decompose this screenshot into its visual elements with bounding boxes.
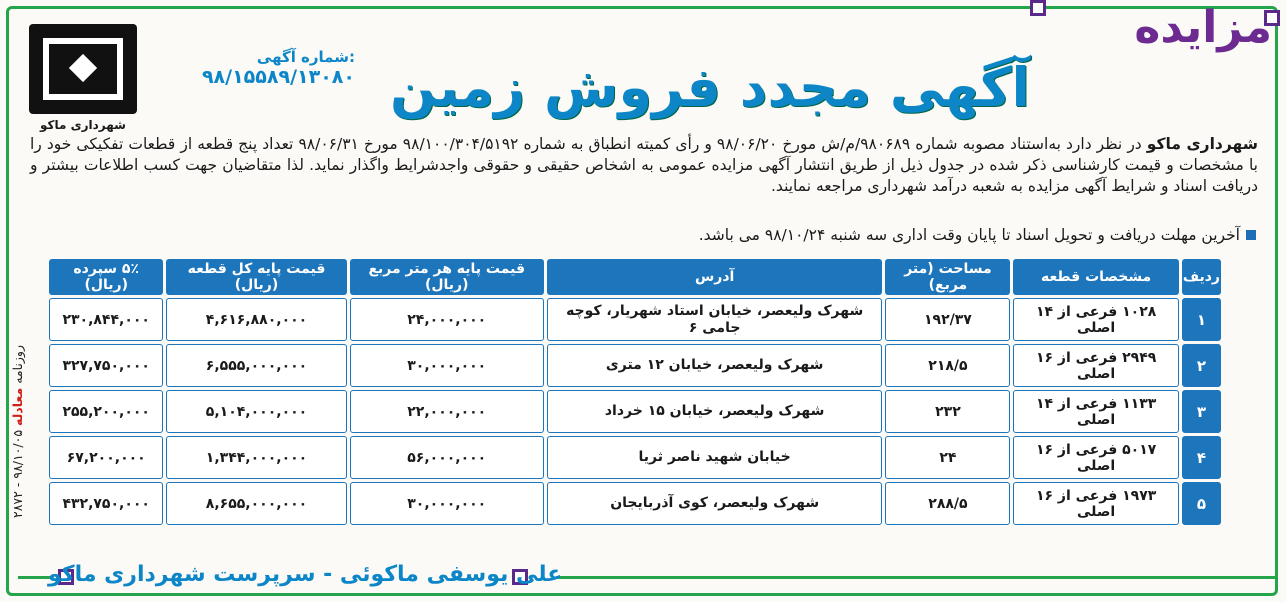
lot-address: شهرک ولیعصر، کوی آذربایجان [547,482,883,525]
deposit: ۶۷,۲۰۰,۰۰۰ [49,436,163,479]
footer-rule [556,576,1276,579]
lot-area: ۲۴ [885,436,1010,479]
frame-corner-square [1030,0,1046,16]
lot-area: ۲۸۸/۵ [885,482,1010,525]
total-price: ۸,۶۵۵,۰۰۰,۰۰۰ [166,482,346,525]
table-row [49,298,1221,341]
deposit: ۴۳۲,۷۵۰,۰۰۰ [49,482,163,525]
lot-address: شهرک ولیعصر، خیابان استاد شهریار، کوچه جامی ۶ [547,298,883,341]
newspaper-label: روزنامه [10,345,25,385]
lot-spec: ۵۰۱۷ فرعی از ۱۶ اصلی [1013,436,1178,479]
ad-number-block [170,48,355,88]
ad-number-label: شماره آگهی: [256,48,355,66]
lot-spec: ۱۰۲۸ فرعی از ۱۴ اصلی [1013,298,1178,341]
total-price: ۵,۱۰۴,۰۰۰,۰۰۰ [166,390,346,433]
lots-table [46,256,1224,528]
row-number: ۲ [1182,344,1221,387]
municipality-logo [22,24,144,132]
auction-banner: مزایده [1134,2,1272,53]
lot-area: ۱۹۲/۳۷ [885,298,1010,341]
logo-icon [29,24,137,114]
column-header: قیمت پایه هر متر مربع (ریال) [350,259,544,295]
newspaper-sidebar [10,292,30,572]
lot-spec: ۱۹۷۳ فرعی از ۱۶ اصلی [1013,482,1178,525]
table-row [49,344,1221,387]
unit-price: ۲۲,۰۰۰,۰۰۰ [350,390,544,433]
unit-price: ۵۶,۰۰۰,۰۰۰ [350,436,544,479]
newspaper-issue: ۹۸/۱۰/۰۵ - ۲۸۷۲ [10,430,25,519]
lot-spec: ۱۱۳۳ فرعی از ۱۴ اصلی [1013,390,1178,433]
table-row [49,436,1221,479]
lot-spec: ۲۹۴۹ فرعی از ۱۶ اصلی [1013,344,1178,387]
column-header: مساحت (متر مربع) [885,259,1010,295]
column-header: قیمت پایه کل قطعه (ریال) [166,259,346,295]
row-number: ۳ [1182,390,1221,433]
square-bullet-icon [1246,230,1256,240]
intro-text: در نظر دارد به‌استناد مصوبه شماره ۹۸۰۶۸۹/م/ش مورخ ۹۸/۰۶/۲۰ و رأی کمیته انطباق به شماره ۹۸/۱۰۰/۳۰۴/۵۱۹۲ مورخ ۹۸/۰۶/۳۱ تعداد پنج قطعه از قطعات تفکیکی خود را با مشخصات و قیمت کارشناسی ذکر شده در جدول ذیل از طریق انتشار آگهی مزایده عمومی به اشخاص حقیقی و حقوقی واجدشرایط واگذار نماید. لذا متقاضیان جهت کسب اطلاعات بیشتر و دریافت اسناد و شرایط آگهی مزایده به شعبه درآمد شهرداری مراجعه نمایند. [30,135,1258,195]
signature: علی یوسفی ماکوئی - سرپرست شهرداری ماکو [48,562,563,587]
unit-price: ۳۰,۰۰۰,۰۰۰ [350,482,544,525]
unit-price: ۲۴,۰۰۰,۰۰۰ [350,298,544,341]
row-number: ۱ [1182,298,1221,341]
table-row [49,482,1221,525]
page-title: آگهی مجدد فروش زمین [390,56,1031,119]
newspaper-name: معادله [10,388,25,427]
table-header-row [49,259,1221,295]
column-header: ردیف [1182,259,1221,295]
intro-paragraph [30,134,1258,197]
lot-area: ۲۱۸/۵ [885,344,1010,387]
deadline-note [699,226,1256,244]
unit-price: ۳۰,۰۰۰,۰۰۰ [350,344,544,387]
logo-caption: شهرداری ماکو [40,118,126,132]
deposit: ۲۳۰,۸۴۴,۰۰۰ [49,298,163,341]
column-header: ۵٪ سپرده (ریال) [49,259,163,295]
lot-address: شهرک ولیعصر، خیابان ۱۵ خرداد [547,390,883,433]
deadline-text: آخرین مهلت دریافت و تحویل اسناد تا پایان وقت اداری سه شنبه ۹۸/۱۰/۲۴ می باشد. [698,226,1240,244]
total-price: ۶,۵۵۵,۰۰۰,۰۰۰ [166,344,346,387]
row-number: ۴ [1182,436,1221,479]
total-price: ۱,۳۴۴,۰۰۰,۰۰۰ [166,436,346,479]
deposit: ۲۵۵,۲۰۰,۰۰۰ [49,390,163,433]
table-row [49,390,1221,433]
lot-area: ۲۳۲ [885,390,1010,433]
lot-address: خیابان شهید ناصر ثریا [547,436,883,479]
total-price: ۴,۶۱۶,۸۸۰,۰۰۰ [166,298,346,341]
column-header: مشخصات قطعه [1013,259,1178,295]
column-header: آدرس [547,259,883,295]
lot-address: شهرک ولیعصر، خیابان ۱۲ متری [547,344,883,387]
ad-number-value: ۹۸/۱۵۵۸۹/۱۳۰۸۰ [201,66,355,88]
footer-rule [18,576,52,579]
deposit: ۳۲۷,۷۵۰,۰۰۰ [49,344,163,387]
intro-lead: شهرداری ماکو [1146,135,1258,153]
row-number: ۵ [1182,482,1221,525]
